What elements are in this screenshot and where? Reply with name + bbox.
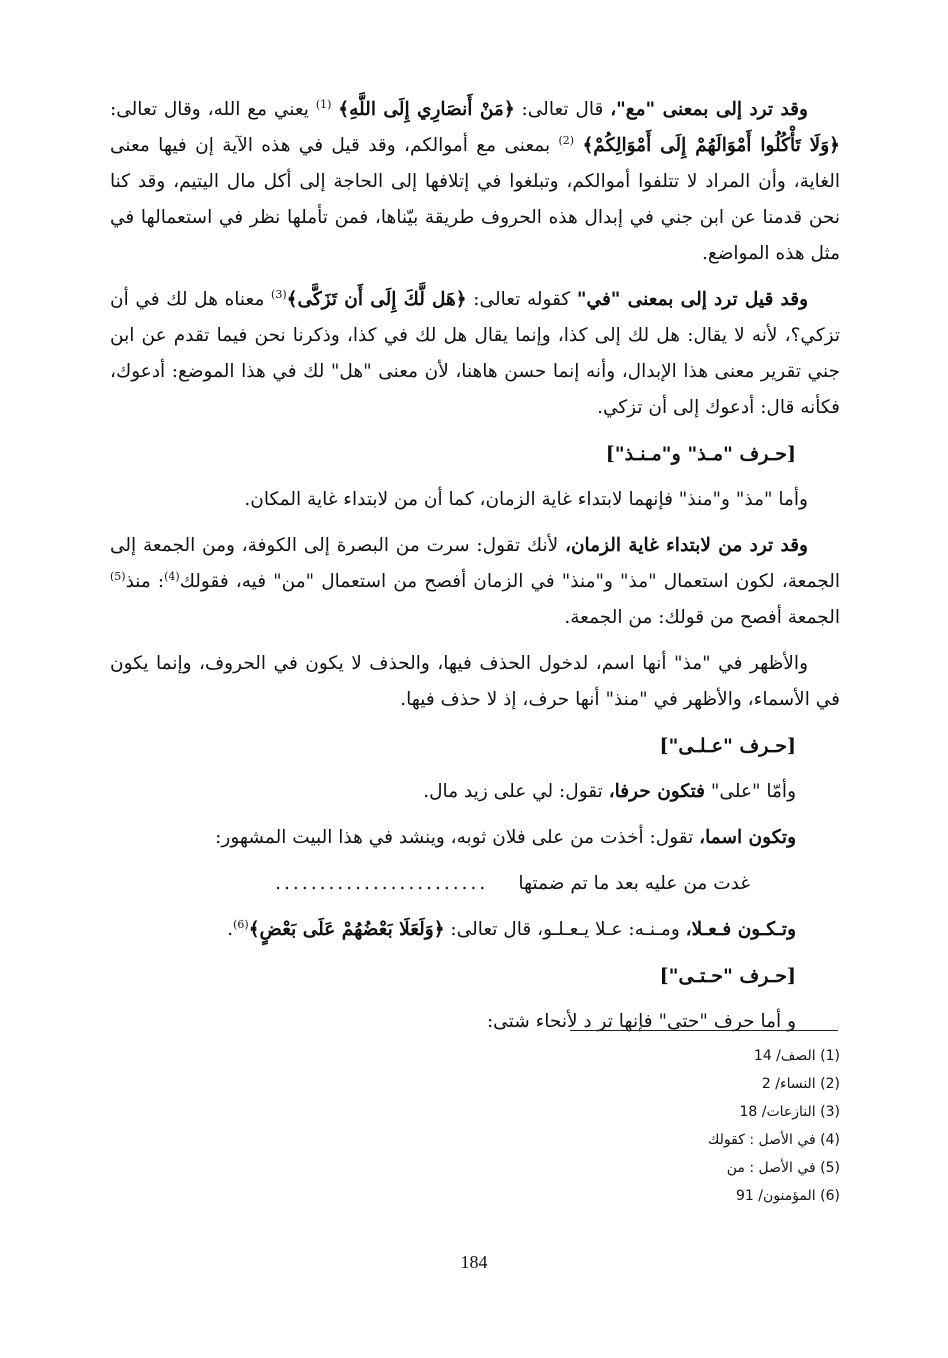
paragraph-mudh-3: والأظهر في "مذ" أنها اسم، لدخول الحذف فيها، والحذف لا يكون في الحروف، وإنما يكون في الأسماء، والأظهر في "منذ" أنها حرف، إذ لا حذف فيها.	[110, 653, 840, 710]
page-number: 184	[460, 1252, 488, 1272]
footnote-ref: (2)	[558, 133, 575, 147]
bold-run: وتكون اسما،	[699, 827, 796, 848]
text-run: تقول: أخذت من على فلان ثوبه، وينشد في هذا البيت المشهور:	[215, 827, 700, 848]
paragraph-ila-fi	[110, 282, 840, 426]
text-run: لأنك تقول: سرت من البصرة إلى الكوفة، ومن الجمعة إلى الجمعة، لكون استعمال "مذ" و"منذ" في الزمان أفصح من استعمال "من" فيه، فقولك	[110, 535, 840, 592]
main-text	[110, 92, 840, 1050]
footnote: (2) النساء/ 2	[761, 1076, 840, 1092]
footnote-divider	[570, 1030, 838, 1031]
section-heading-mudh: [حـرف "مـذ" و"مـنـذ"]	[605, 443, 796, 465]
text-run: معناه هل لك في أن تزكي؟، لأنه لا يقال: هل لك إلى كذا، وإنما يقال هل لك في كذا، وذكرنا نحن فيما تقدم عن ابن جني تقرير معنى هذا الإبدال، وأنه إنما حسن هاهنا، لأن معنى "هل" لك في هذا الموضع: أدعوك، فكأنه قال: أدعوك إلى أن تزكي.	[110, 289, 840, 418]
paragraph-lead: وقد ترد من لابتداء غاية الزمان،	[564, 535, 808, 556]
text-run: بمعنى مع أموالكم، وقد قيل في هذه الآية إن فيها معنى الغاية، وأن المراد لا تتلفوا أموالكم، وتبلغوا في إتلافها إلى الحاجة إلى أكل مال اليتيم، وقد كنا نحن قدمنا عن ابن جني في إبدال هذه الحروف طريقة بيّناها، فمن تأملها نظر في استعمالها في مثل هذه المواضع.	[110, 135, 840, 264]
text-run: .	[227, 919, 234, 940]
quran-quote: ﴿وَلَا تَأْكُلُوا أَمْوَالَهُمْ إِلَى أَمْوَالِكُمْ﴾	[582, 135, 840, 156]
paragraph-ila-maa	[110, 92, 840, 272]
paragraph-lead: وقد ترد إلى بمعنى "مع"،	[610, 99, 808, 120]
text-run: الجمعة أفصح من قولك: من الجمعة.	[564, 607, 840, 628]
text-run: : منذ	[125, 571, 165, 592]
text-run: قال تعالى:	[514, 99, 611, 120]
line-ala-ism	[110, 820, 840, 856]
bold-run: وتـكـون فـعـلا،	[685, 919, 796, 940]
line-ala-fil	[110, 912, 840, 948]
text-run: ومـنـه: عـلا يـعـلـو، قال تعالى:	[444, 919, 686, 940]
footnote-ref: (1)	[315, 97, 332, 111]
verse-hemistich: غدت من عليه بعد ما تم ضمتها	[518, 873, 750, 894]
text-run: تقول: لي على زيد مال.	[423, 781, 609, 802]
footnote: (6) المؤمنون/ 91	[735, 1188, 840, 1204]
line-ala-harf	[110, 774, 840, 810]
quran-quote: ﴿هَل لَّكَ إِلَى أَن تَزَكَّى﴾	[286, 289, 467, 310]
bold-run: فتكون حرفا،	[608, 781, 706, 802]
footnote-ref: (3)	[271, 287, 287, 301]
text-run: يعني مع الله، وقال تعالى:	[110, 99, 316, 120]
paragraph-mudh-1: وأما "مذ" و"منذ" فإنهما لابتداء غاية الزمان، كما أن من لابتداء غاية المكان.	[244, 489, 808, 510]
footnote: (5) في الأصل : من	[726, 1160, 840, 1176]
verse-ellipsis: ........................	[275, 873, 489, 894]
footnotes	[540, 1042, 840, 1210]
section-heading-ala: [حـرف "عـلـى"]	[659, 735, 796, 757]
footnote-ref: (4)	[164, 569, 180, 583]
quran-quote: ﴿وَلَعَلَا بَعْضُهُمْ عَلَى بَعْضٍ﴾	[248, 919, 445, 940]
footnote: (4) في الأصل : كقولك	[707, 1132, 840, 1148]
text-run: كقوله تعالى:	[466, 289, 577, 310]
section-heading-hatta: [حـرف "حـتـى"]	[659, 965, 796, 987]
footnote: (3) النازعات/ 18	[739, 1104, 840, 1120]
line-hatta: و أما حرف "حتى" فإنها تر د لأنحاء شتى:	[486, 1011, 796, 1032]
quran-quote: ﴿مَنْ أَنصَارِي إِلَى اللَّهِ﴾	[338, 99, 515, 120]
footnote-ref: (6)	[233, 917, 249, 931]
footnote-ref: (5)	[110, 569, 126, 583]
paragraph-mudh-2	[110, 528, 840, 636]
poetry-verse	[110, 866, 840, 902]
paragraph-lead: وقد قيل ترد إلى بمعنى "في"	[576, 289, 809, 310]
text-run: وأمّا "على"	[705, 781, 796, 802]
footnote: (1) الصف/ 14	[753, 1048, 840, 1064]
